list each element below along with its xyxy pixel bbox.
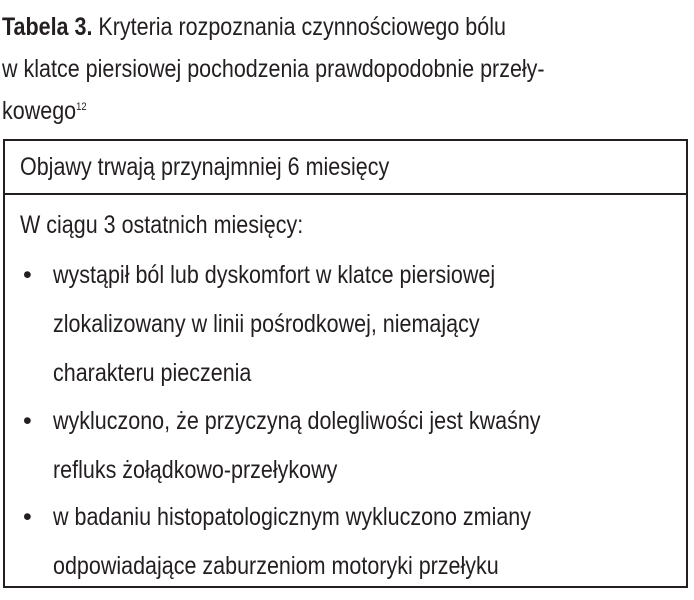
table-row — [5, 141, 686, 195]
caption-label: Tabela 3. — [2, 13, 93, 41]
list-item — [5, 397, 686, 493]
criteria-list — [5, 251, 686, 589]
list-item — [5, 493, 686, 589]
caption-reference: 12 — [76, 101, 87, 113]
caption-line-1 — [2, 6, 681, 48]
bullet-icon: • — [23, 407, 32, 435]
caption-text-1: Kryteria rozpoznania czynnościowego bólu — [98, 13, 506, 41]
duration-criterion: Objawy trwają przynajmniej 6 miesięcy — [20, 153, 390, 181]
list-item — [5, 251, 686, 397]
criterion-text: wykluczono, że przyczyną dolegliwości jest kwaśny refluks żołądkowo-przełykowy — [53, 407, 541, 484]
caption-line-3 — [2, 90, 681, 132]
period-heading: W ciągu 3 ostatnich miesięcy: — [20, 211, 304, 239]
caption-text-3: kowego — [2, 97, 77, 125]
table-row — [5, 195, 686, 586]
caption-line-2: w klatce piersiowej pochodzenia prawdopodobnie przeły- — [2, 55, 545, 83]
criterion-text: wystąpił ból lub dyskomfort w klatce piersiowej zlokalizowany w linii pośrodkowej, niemający charakteru pieczenia — [53, 261, 496, 387]
bullet-icon: • — [23, 261, 32, 289]
bullet-icon: • — [23, 503, 32, 531]
criteria-table — [3, 139, 688, 588]
table-caption — [2, 6, 592, 132]
criterion-text: w badaniu histopatologicznym wykluczono zmiany odpowiadające zaburzeniom motoryki przełyku — [53, 503, 532, 580]
